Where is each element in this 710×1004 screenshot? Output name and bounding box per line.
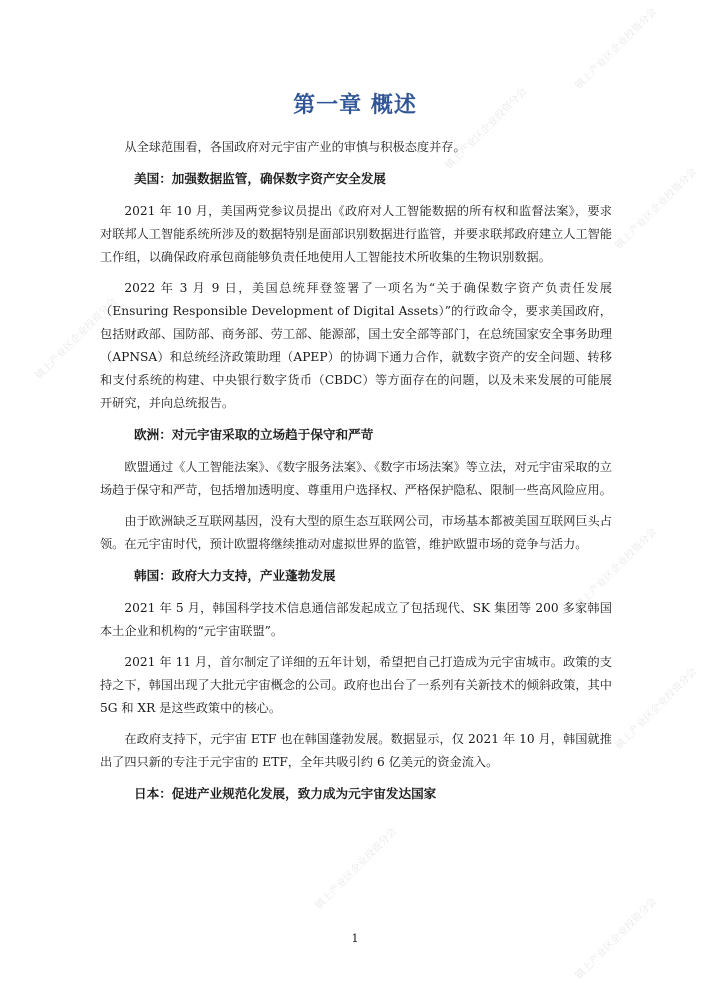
paragraph: 在政府支持下，元宇宙 ETF 也在韩国蓬勃发展。数据显示，仅 2021 年 10 月，韩国就推出了四只新的专注于元宇宙的 ETF，全年共吸引约 6 亿美元的资金流入。 (100, 732, 612, 769)
section-heading-japan: 日本：促进产业规范化发展，致力成为元宇宙发达国家 (134, 786, 437, 801)
watermark: 镇上产业区企业投资分会 (313, 826, 400, 912)
watermark: 镇上产业区企业投资分会 (573, 6, 660, 92)
watermark: 镇上产业区企业投资分会 (573, 896, 660, 982)
paragraph: 欧盟通过《人工智能法案》、《数字服务法案》、《数字市场法案》等立法，对元宇宙采取的立场趋于保守和严苛，包括增加透明度、尊重用户选择权、严格保护隐私、限制一些高风险应用。 (100, 460, 612, 497)
document-body (100, 136, 612, 815)
section-heading-europe: 欧洲：对元宇宙采取的立场趋于保守和严苛 (134, 427, 374, 442)
paragraph: 2021 年 10 月，美国两党参议员提出《政府对人工智能数据的所有权和监督法案》，要求对联邦人工智能系统所涉及的数据特别是面部识别数据进行监管，并要求联邦政府建立人工智能工作组，以确保政府承包商能够负责任地使用人工智能技术所收集的生物识别数据。 (100, 204, 612, 264)
chapter-title: 第一章 概述 (293, 93, 417, 118)
paragraph: 2022 年 3 月 9 日，美国总统拜登签署了一项名为“关于确保数字资产负责任发展（Ensuring Responsible Development of Digital Assets）”的行政命令，要求美国政府，包括财政部、国防部、商务部、劳工部、能源部，国土安全部等部门，在总统国家安全事务助理（APNSA）和总统经济政策助理（APEP）的协调下通力合作，就数字资产的安全问题、转移和支付系统的构建、中央银行数字货币（CBDC）等方面存在的问题，以及未来发展的可能展开研究，并向总统报告。 (100, 281, 612, 410)
paragraph: 由于欧洲缺乏互联网基因，没有大型的原生态互联网公司，市场基本都被美国互联网巨头占领。在元宇宙时代，预计欧盟将继续推动对虚拟世界的监管，维护欧盟市场的竞争与活力。 (100, 514, 612, 551)
section-heading-korea: 韩国：政府大力支持，产业蓬勃发展 (134, 568, 336, 583)
paragraph: 2021 年 11 月，首尔制定了详细的五年计划，希望把自己打造成为元宇宙城市。政策的支持之下，韩国出现了大批元宇宙概念的公司。政府也出台了一系列有关新技术的倾斜政策，其中 5G 和 XR 是这些政策中的核心。 (100, 655, 612, 715)
section-heading-usa: 美国：加强数据监管，确保数字资产安全发展 (134, 171, 386, 186)
watermark: 镇上产业区企业投资分会 (573, 526, 660, 612)
intro-paragraph: 从全球范围看，各国政府对元宇宙产业的审慎与积极态度并存。 (124, 140, 466, 154)
paragraph: 2021 年 5 月，韩国科学技术信息通信部发起成立了包括现代、SK 集团等 200 多家韩国本土企业和机构的“元宇宙联盟”。 (100, 601, 612, 638)
watermark: 镇上产业区企业投资分会 (613, 166, 700, 252)
watermark: 镇上产业区企业投资分会 (33, 296, 120, 382)
watermark: 镇上产业区企业投资分会 (613, 666, 700, 752)
watermark: 镇上产业区企业投资分会 (443, 86, 530, 172)
page-number: 1 (351, 932, 359, 945)
